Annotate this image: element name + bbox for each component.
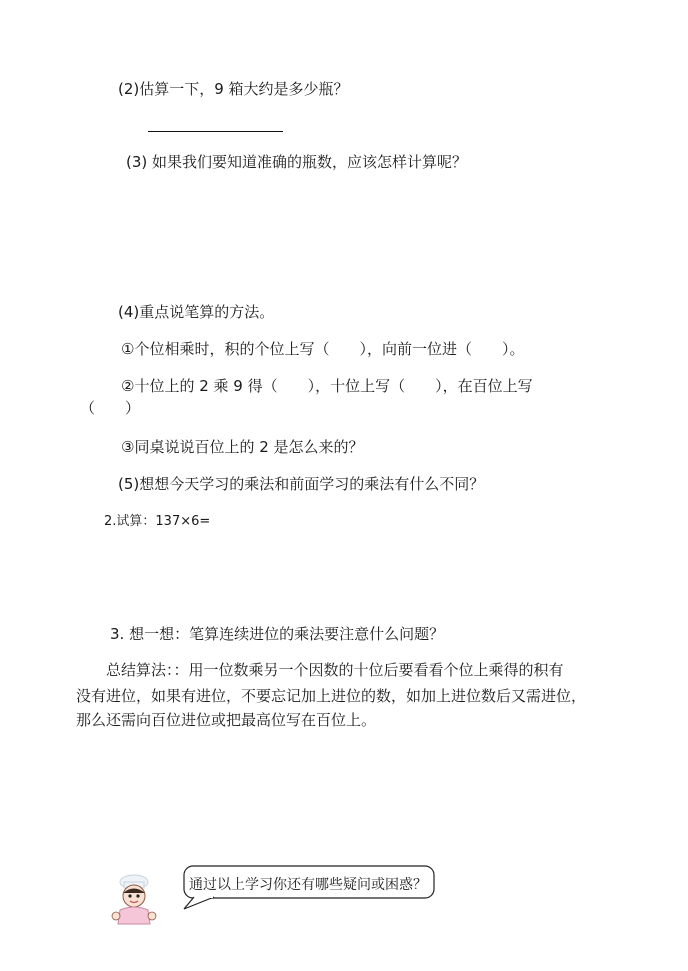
step-2-continued: （ ） — [80, 399, 141, 417]
summary-line-2: 没有进位，如果有进位，不要忘记加上进位的数，如加上进位数后又需进位， — [76, 687, 587, 705]
summary-line-1: 总结算法：：用一位数乘另一个因数的十位后要看看个位上乘得的积有 — [106, 661, 564, 679]
step-2: ②十位上的 2 乘 9 得（ ），十位上写（ ），在百位上写 — [121, 377, 533, 395]
step-1: ①个位相乘时，积的个位上写（ ），向前一位进（ ）。 — [121, 340, 525, 358]
answer-line — [148, 131, 283, 132]
speech-bubble-text: 通过以上学习你还有哪些疑问或困惑？ — [189, 877, 427, 893]
question-3: (3) 如果我们要知道准确的瓶数，应该怎样计算呢？ — [126, 153, 468, 171]
trial-calculation: 2.试算：137×6= — [104, 514, 211, 529]
think-question: 3. 想一想：笔算连续进位的乘法要注意什么问题？ — [110, 625, 445, 643]
question-5: (5)想想今天学习的乘法和前面学习的乘法有什么不同？ — [118, 475, 485, 493]
summary-line-3: 那么还需向百位进位或把最高位写在百位上。 — [76, 711, 377, 729]
question-4: (4)重点说笔算的方法。 — [118, 303, 275, 321]
question-2: (2)估算一下，9 箱大约是多少瓶？ — [118, 80, 349, 98]
step-3: ③同桌说说百位上的 2 是怎么来的？ — [121, 438, 364, 456]
cartoon-child-illustration — [104, 872, 164, 926]
